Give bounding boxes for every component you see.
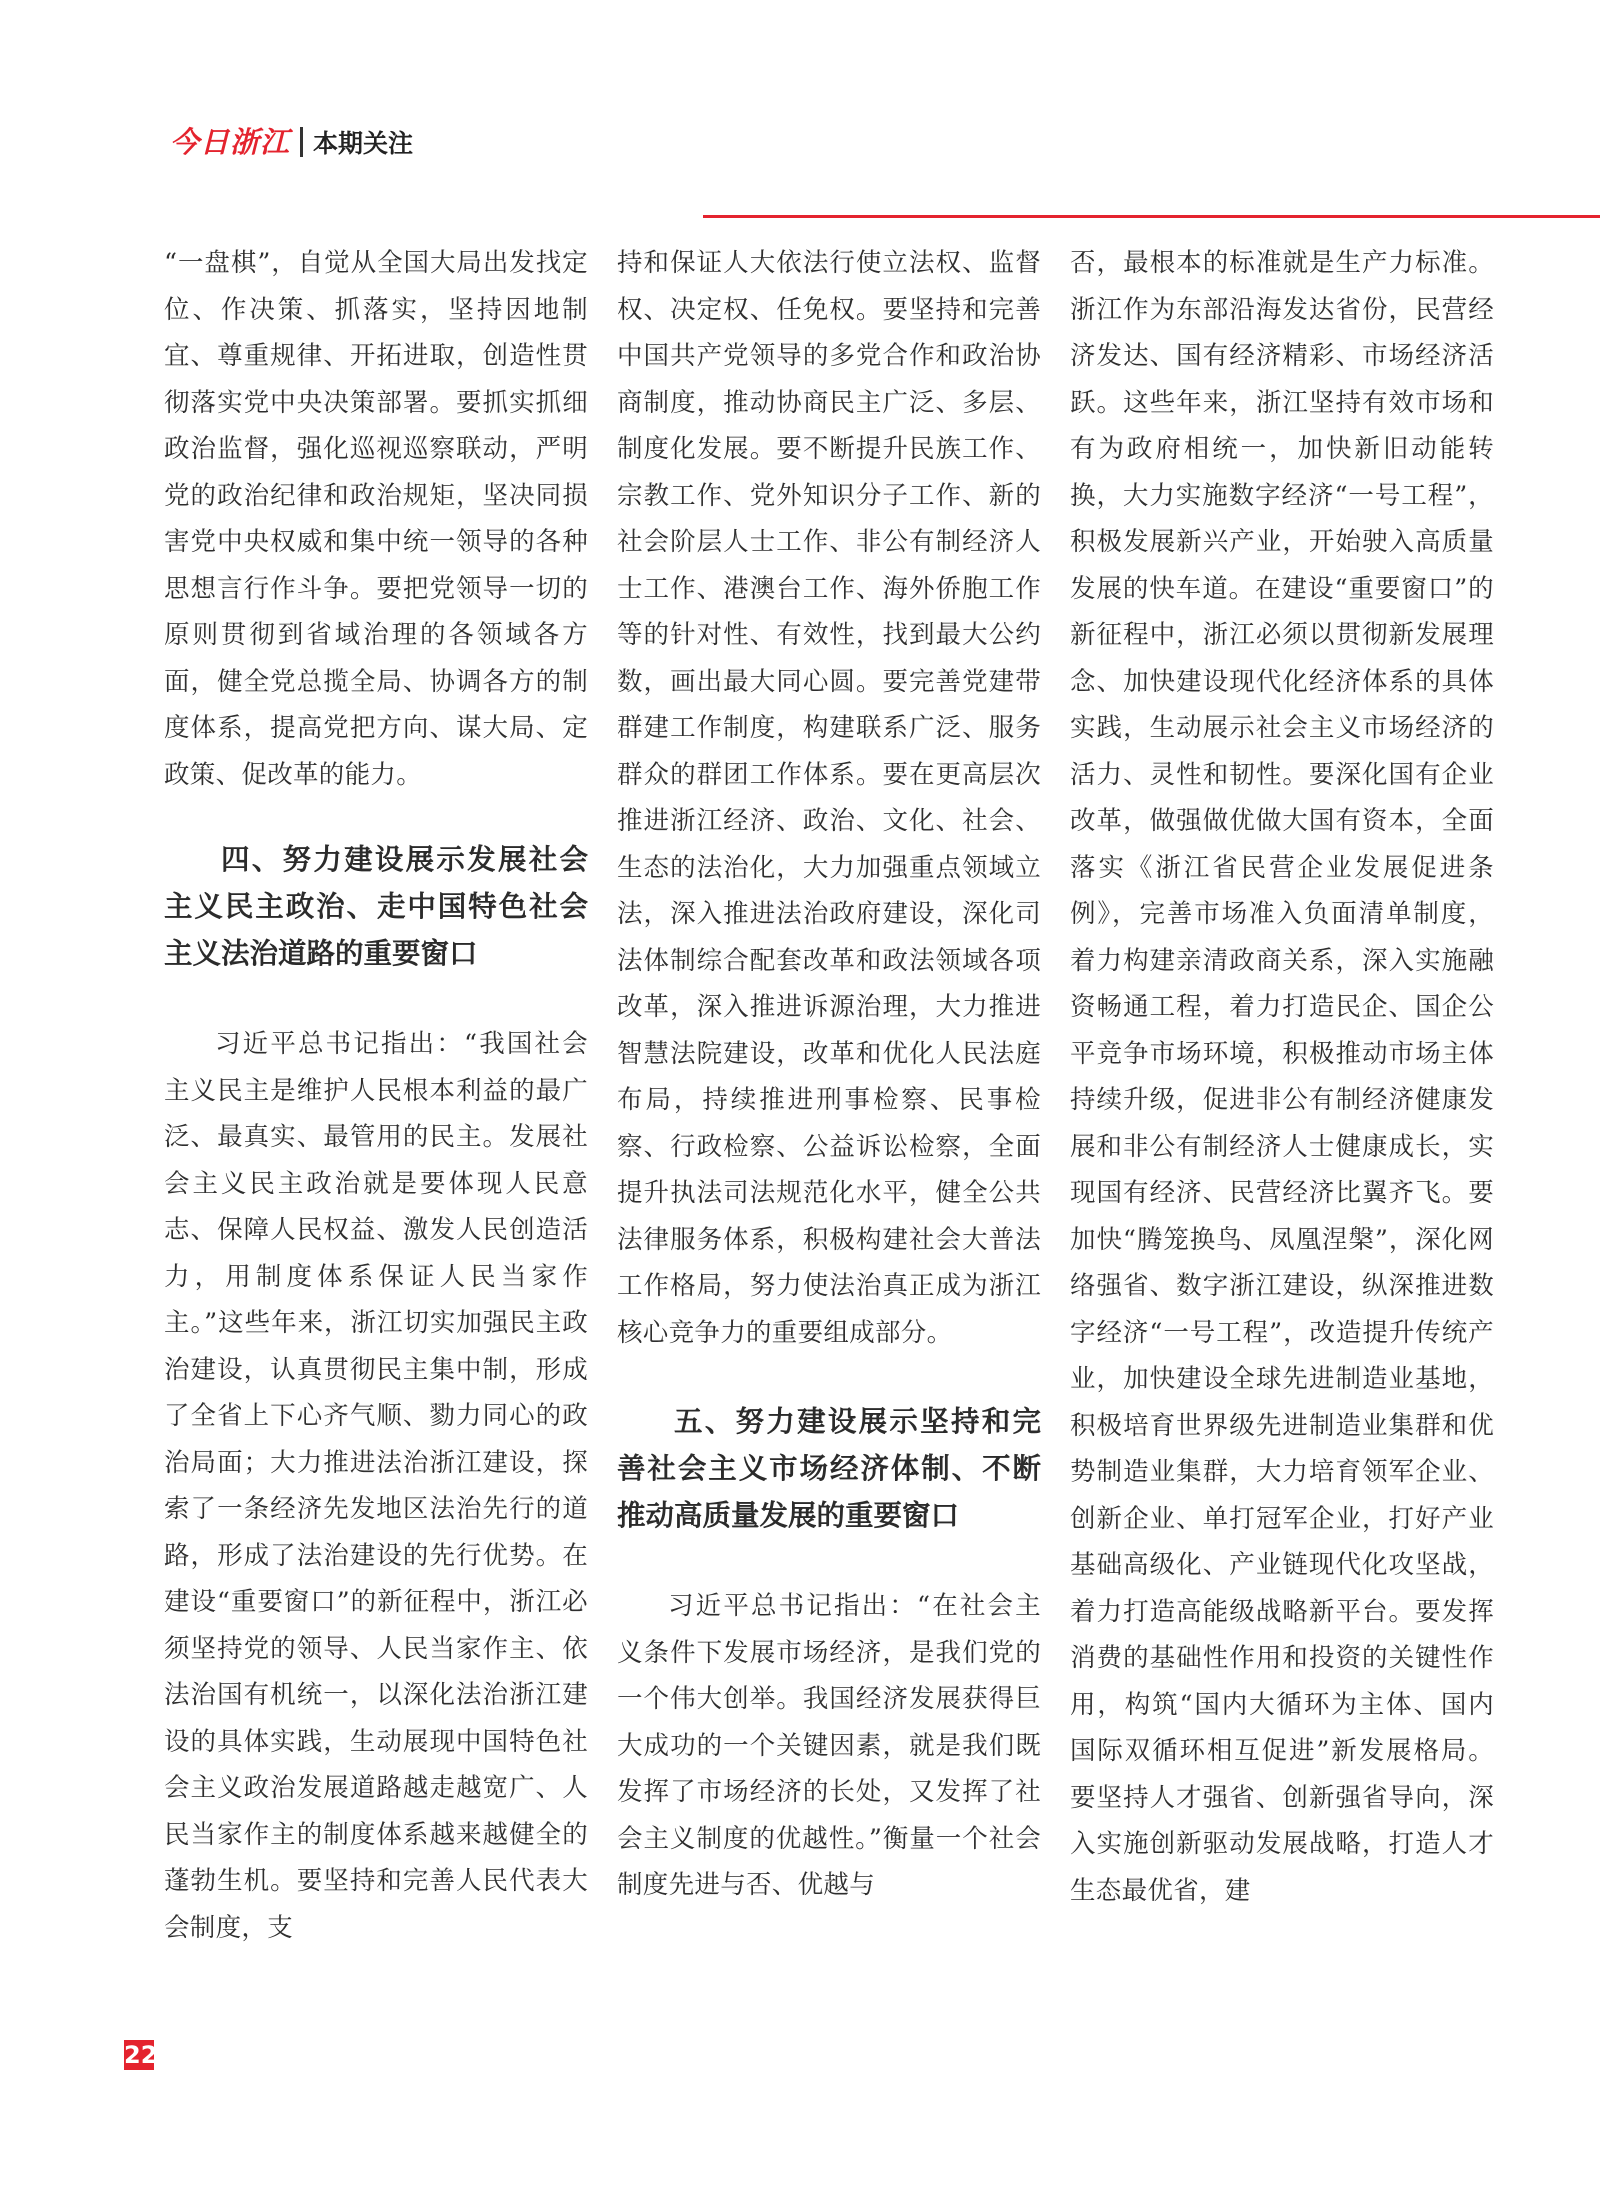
page-number: 22 [124,2041,158,2069]
paragraph: 持和保证人大依法行使立法权、监督权、决定权、任免权。要坚持和完善中国共产党领导的多党合作和政治协商制度，推动协商民主广泛、多层、制度化发展。要不断提升民族工作、宗教工作、党外知识分子工作、新的社会阶层人士工作、非公有制经济人士工作、港澳台工作、海外侨胞工作等的针对性、有效性，找到最大公约数，画出最大同心圆。要完善党建带群建工作制度，构建联系广泛、服务群众的群团工作体系。要在更高层次推进浙江经济、政治、文化、社会、生态的法治化，大力加强重点领域立法，深入推进法治政府建设，深化司法体制综合配套改革和政法领域各项改革，深入推进诉源治理，大力推进智慧法院建设，改革和优化人民法庭布局，持续推进刑事检察、民事检察、行政检察、公益诉讼检察，全面提升执法司法规范化水平，健全公共法律服务体系，积极构建社会大普法工作格局，努力使法治真正成为浙江核心竞争力的重要组成部分。 [617,248,1041,1348]
column-2 [617,240,1041,2010]
header-divider [300,127,303,157]
red-rule [703,215,1600,218]
paragraph: 习近平总书记指出：“我国社会主义民主是维护人民根本利益的最广泛、最真实、最管用的民主。发展社会主义民主政治就是要体现人民意志、保障人民权益、激发人民创造活力，用制度体系保证人民当家作主。”这些年来，浙江切实加强民主政治建设，认真贯彻民主集中制，形成了全省上下心齐气顺、勠力同心的政治局面；大力推进法治浙江建设，探索了一条经济先发地区法治先行的道路，形成了法治建设的先行优势。在建设“重要窗口”的新征程中，浙江必须坚持党的领导、人民当家作主、依法治国有机统一，以深化法治浙江建设的具体实践，生动展现中国特色社会主义政治发展道路越走越宽广、人民当家作主的制度体系越来越健全的蓬勃生机。要坚持和完善人民代表大会制度，支 [164,1029,588,1943]
paragraph: “一盘棋”，自觉从全国大局出发找定位、作决策、抓落实，坚持因地制宜、尊重规律、开拓进取，创造性贯彻落实党中央决策部署。要抓实抓细政治监督，强化巡视巡察联动，严明党的政治纪律和政治规矩，坚决同损害党中央权威和集中统一领导的各种思想言行作斗争。要把党领导一切的原则贯彻到省域治理的各领域各方面，健全党总揽全局、协调各方的制度体系，提高党把方向、谋大局、定政策、促改革的能力。 [164,248,588,790]
paragraph: 习近平总书记指出：“在社会主义条件下发展市场经济，是我们党的一个伟大创举。我国经济发展获得巨大成功的一个关键因素，就是我们既发挥了市场经济的长处，又发挥了社会主义制度的优越性。”衡量一个社会制度先进与否、优越与 [617,1591,1041,1900]
section-heading-5: 五、努力建设展示坚持和完善社会主义市场经济体制、不断推动高质量发展的重要窗口 [617,1405,1041,1532]
paragraph: 否，最根本的标准就是生产力标准。浙江作为东部沿海发达省份，民营经济发达、国有经济精彩、市场经济活跃。这些年来，浙江坚持有效市场和有为政府相统一，加快新旧动能转换，大力实施数字经济“一号工程”，积极发展新兴产业，开始驶入高质量发展的快车道。在建设“重要窗口”的新征程中，浙江必须以贯彻新发展理念、加快建设现代化经济体系的具体实践，生动展示社会主义市场经济的活力、灵性和韧性。要深化国有企业改革，做强做优做大国有资本，全面落实《浙江省民营企业发展促进条例》，完善市场准入负面清单制度，着力构建亲清政商关系，深入实施融资畅通工程，着力打造民企、国企公平竞争市场环境，积极推动市场主体持续升级，促进非公有制经济健康发展和非公有制经济人士健康成长，实现国有经济、民营经济比翼齐飞。要加快“腾笼换鸟、凤凰涅槃”，深化网络强省、数字浙江建设，纵深推进数字经济“一号工程”，改造提升传统产业，加快建设全球先进制造业基地，积极培育世界级先进制造业集群和优势制造业集群，大力培育领军企业、创新企业、单打冠军企业，打好产业基础高级化、产业链现代化攻坚战，着力打造高能级战略新平台。要发挥消费的基础性作用和投资的关键性作用，构筑“国内大循环为主体、国内国际双循环相互促进”新发展格局。要坚持人才强省、创新强省导向，深入实施创新驱动发展战略，打造人才生态最优省，建 [1070,248,1494,1906]
column-1 [164,240,588,2010]
section-heading-4: 四、努力建设展示发展社会主义民主政治、走中国特色社会主义法治道路的重要窗口 [164,843,588,970]
column-3 [1070,240,1494,2010]
section-title: 本期关注 [313,129,414,158]
page-header [170,122,413,162]
magazine-logo: 今日浙江 [170,125,291,159]
